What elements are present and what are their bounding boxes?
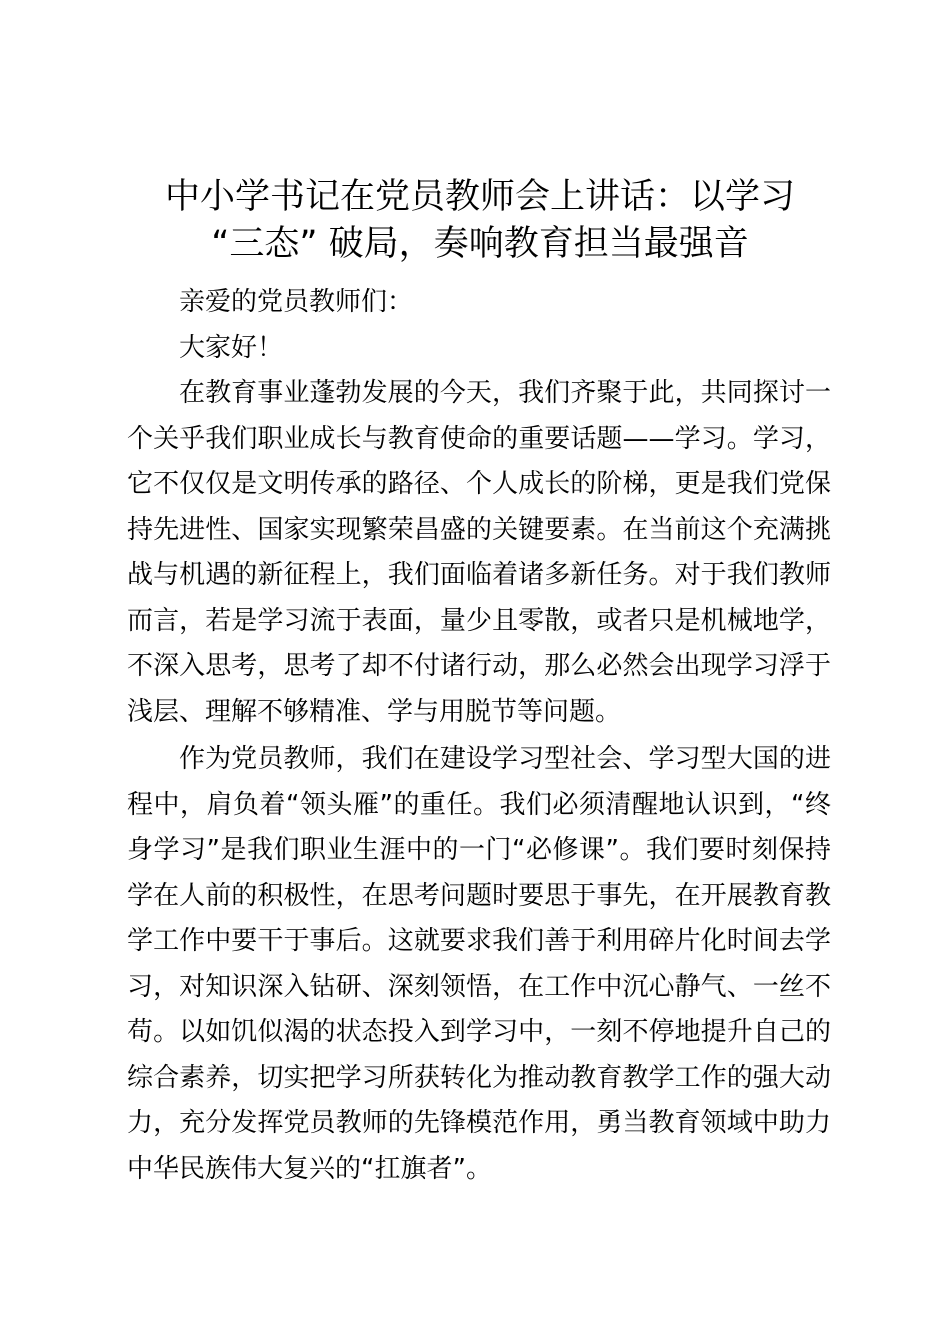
title-line-1: 中小学书记在党员教师会上讲话：以学习	[164, 177, 795, 217]
body-paragraph-2: 作为党员教师，我们在建设学习型社会、学习型大国的进程中，肩负着“领头雁”的重任。我们必须清醒地认识到，“终身学习”是我们职业生涯中的一门“必修课”。我们要时刻保持学在人前的积极性，在思考问题时要思于事先，在开展教育教学工作中要干于事后。这就要求我们善于利用碎片化时间去学习，对知识深入钻研、深刻领悟，在工作中沉心静气、一丝不苟。以如饥似渴的状态投入到学习中，一刻不停地提升自己的综合素养，切实把学习所获转化为推动教育教学工作的强大动力，充分发挥党员教师的先锋模范作用，勇当教育领域中助力中华民族伟大复兴的“扛旗者”。	[127, 744, 831, 1184]
title-line-2: “三态” 破局，奏响教育担当最强音	[211, 224, 749, 264]
body-paragraph-1: 在教育事业蓬勃发展的今天，我们齐聚于此，共同探讨一个关乎我们职业成长与教育使命的重要话题——学习。学习，它不仅仅是文明传承的路径、个人成长的阶梯，更是我们党保持先进性、国家实现繁荣昌盛的关键要素。在当前这个充满挑战与机遇的新征程上，我们面临着诸多新任务。对于我们教师而言，若是学习流于表面，量少且零散，或者只是机械地学，不深入思考，思考了却不付诸行动，那么必然会出现学习浮于浅层、理解不够精准、学与用脱节等问题。	[127, 378, 831, 727]
document-title	[130, 174, 830, 268]
salutation: 亲爱的党员教师们：	[179, 287, 414, 317]
greeting: 大家好！	[179, 332, 284, 363]
document-body	[127, 280, 831, 1192]
